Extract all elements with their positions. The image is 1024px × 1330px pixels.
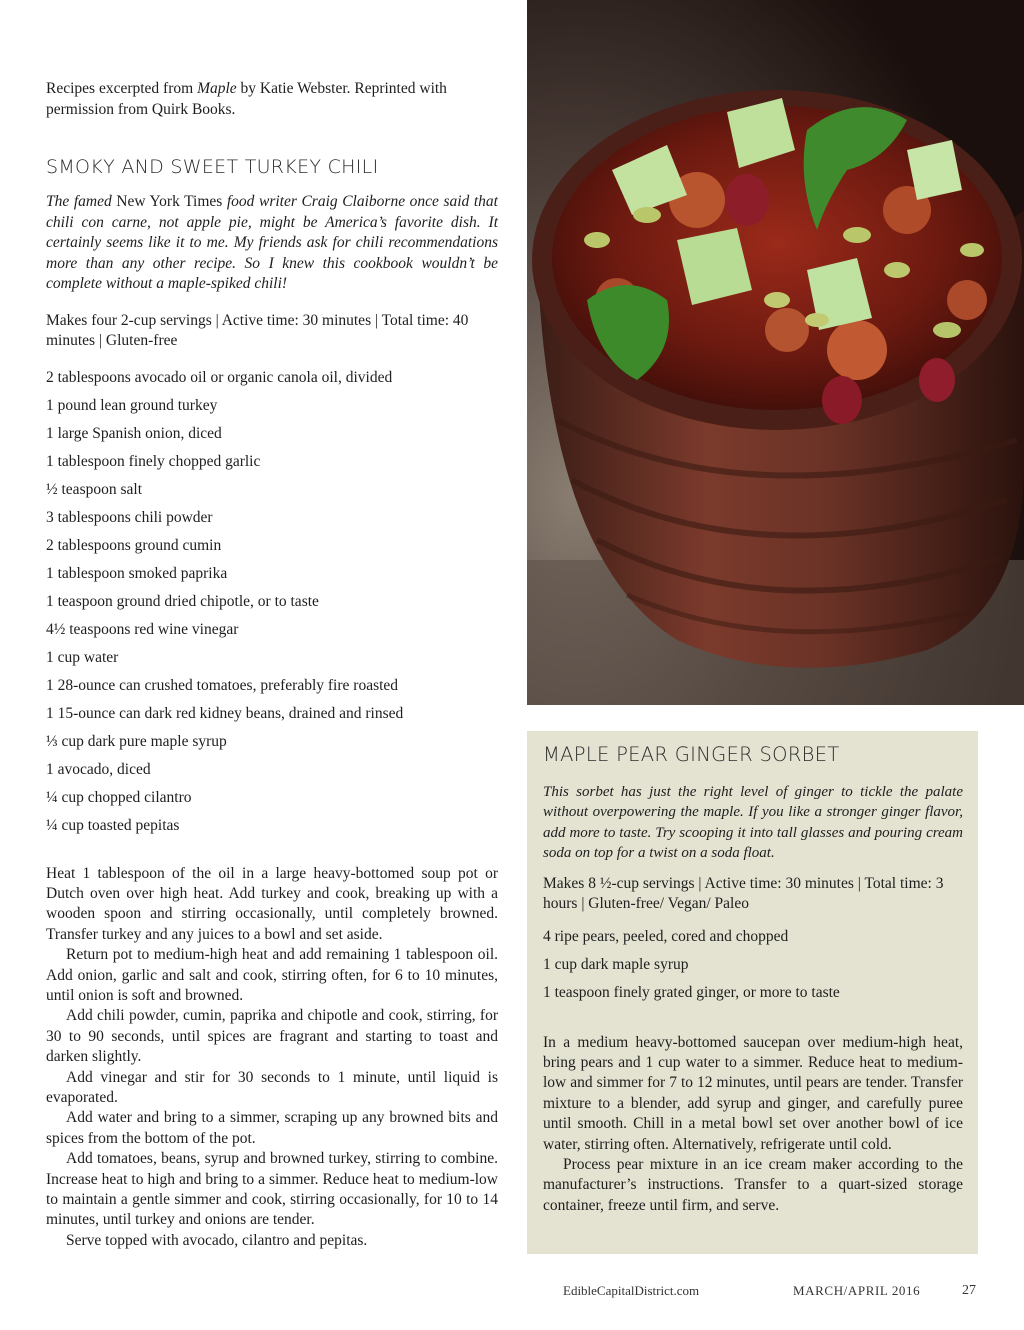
chili-intro: The famed New York Times food writer Craig Claiborne once said that chili con carne, not apple pie, might be America’s favorite dish. It certainly seems like it to me. My friends ask for chili recommendations more than any other recipe. So I knew this cookbook wouldn’t be complete without a maple-spiked chili! <box>46 193 498 292</box>
chili-bowl-illustration <box>527 0 1024 705</box>
method-step: Add tomatoes, beans, syrup and browned turkey, stirring to combine. Increase heat to high and bring to a simmer. Reduce heat to medium-low to maintain a gentle simmer and cook, stirring occasionally, for 10 to 14 minutes, until turkey and onions are tender. <box>46 1150 498 1229</box>
sorbet-ingredients <box>543 923 963 1007</box>
method-step: Return pot to medium-high heat and add remaining 1 tablespoon oil. Add onion, garlic and salt and cook, stirring often, for 6 to 10 minutes, until onion is soft and browned. <box>46 946 498 1004</box>
sorbet-sidebar <box>527 731 978 1254</box>
chili-bowl-photo <box>527 0 1024 705</box>
ingredient-item: 1 15-ounce can dark red kidney beans, drained and rinsed <box>46 704 404 722</box>
ingredient-item: ⅓ cup dark pure maple syrup <box>46 732 227 750</box>
chili-meta: Makes four 2-cup servings | Active time: 30 minutes | Total time: 40 minutes | Gluten-free <box>46 311 469 349</box>
ingredient-item: 4½ teaspoons red wine vinegar <box>46 620 239 638</box>
ingredient-item: 1 tablespoon smoked paprika <box>46 564 228 582</box>
ingredient-item: 3 tablespoons chili powder <box>46 508 213 526</box>
ingredient-item: 2 tablespoons avocado oil or organic canola oil, divided <box>46 368 393 386</box>
sorbet-method <box>543 1033 963 1217</box>
method-step: Add chili powder, cumin, paprika and chipotle and cook, stirring, for 30 to 90 seconds, until spices are fragrant and starting to toast and darken slightly. <box>46 1007 498 1066</box>
footer-issue: MARCH/APRIL 2016 <box>793 1283 921 1298</box>
credit-line: Recipes excerpted from Maple by Katie Webster. Reprinted with permission from Quirk Books. <box>46 80 447 118</box>
sorbet-meta: Makes 8 ½-cup servings | Active time: 30 minutes | Total time: 3 hours | Gluten-free/ Vegan/ Paleo <box>543 874 944 913</box>
method-step: In a medium heavy-bottomed saucepan over medium-high heat, bring pears and 1 cup water to a simmer. Reduce heat to medium-low and simmer for 7 to 12 minutes, until pears are tender. Transfer mixture to a blender, add syrup and ginger, and carefully puree until smooth. Chill in a metal bowl set over another bowl of ice water, stirring often. Alternatively, refrigerate until cold. <box>543 1033 963 1153</box>
chili-title: SMOKY AND SWEET TURKEY CHILI <box>46 156 379 178</box>
ingredient-item: ½ teaspoon salt <box>46 480 142 498</box>
ingredient-item: ¼ cup toasted pepitas <box>46 816 180 834</box>
ingredient-item: 1 avocado, diced <box>46 760 151 778</box>
ingredient-item: 1 cup water <box>46 648 119 666</box>
book-title: Maple <box>197 80 237 97</box>
ingredient-item: 2 tablespoons ground cumin <box>46 536 222 554</box>
ingredient-item: 1 cup dark maple syrup <box>543 955 689 973</box>
ingredient-item: ¼ cup chopped cilantro <box>46 788 192 806</box>
sorbet-title: MAPLE PEAR GINGER SORBET <box>543 743 840 766</box>
method-step: Add vinegar and stir for 30 seconds to 1 minute, until liquid is evaporated. <box>46 1068 498 1106</box>
footer-site: EdibleCapitalDistrict.com <box>563 1283 700 1298</box>
sorbet-intro: This sorbet has just the right level of ginger to tickle the palate without overpowering the maple. If you like a stronger ginger flavor, add more to taste. Try scooping it into tall glasses and pouring cream soda on top for a twist on a soda float. <box>543 784 963 862</box>
page-number: 27 <box>962 1283 976 1298</box>
method-step: Add water and bring to a simmer, scraping up any browned bits and spices from the bottom of the pot. <box>46 1109 498 1147</box>
method-step: Process pear mixture in an ice cream maker according to the manufacturer’s instructions. Transfer to a quart-sized storage container, freeze until firm, and serve. <box>543 1156 963 1214</box>
ingredient-item: 4 ripe pears, peeled, cored and chopped <box>543 927 789 945</box>
method-step: Serve topped with avocado, cilantro and pepitas. <box>66 1231 368 1249</box>
ingredient-item: 1 teaspoon ground dried chipotle, or to taste <box>46 592 319 610</box>
ingredient-item: 1 28-ounce can crushed tomatoes, preferably fire roasted <box>46 676 399 694</box>
ingredient-item: 1 large Spanish onion, diced <box>46 424 222 442</box>
chili-ingredients <box>46 364 498 840</box>
method-step: Heat 1 tablespoon of the oil in a large heavy-bottomed soup pot or Dutch oven over high heat. Add turkey and cook, breaking up with a wooden spoon and stirring occasionally, until completely browned. Transfer turkey and any juices to a bowl and set aside. <box>46 864 498 943</box>
ingredient-item: 1 tablespoon finely chopped garlic <box>46 452 261 470</box>
ingredient-item: 1 pound lean ground turkey <box>46 396 218 414</box>
page-footer <box>0 1283 1024 1303</box>
ingredient-item: 1 teaspoon finely grated ginger, or more to taste <box>543 983 840 1001</box>
chili-column <box>46 78 498 1251</box>
chili-method <box>46 864 498 1252</box>
